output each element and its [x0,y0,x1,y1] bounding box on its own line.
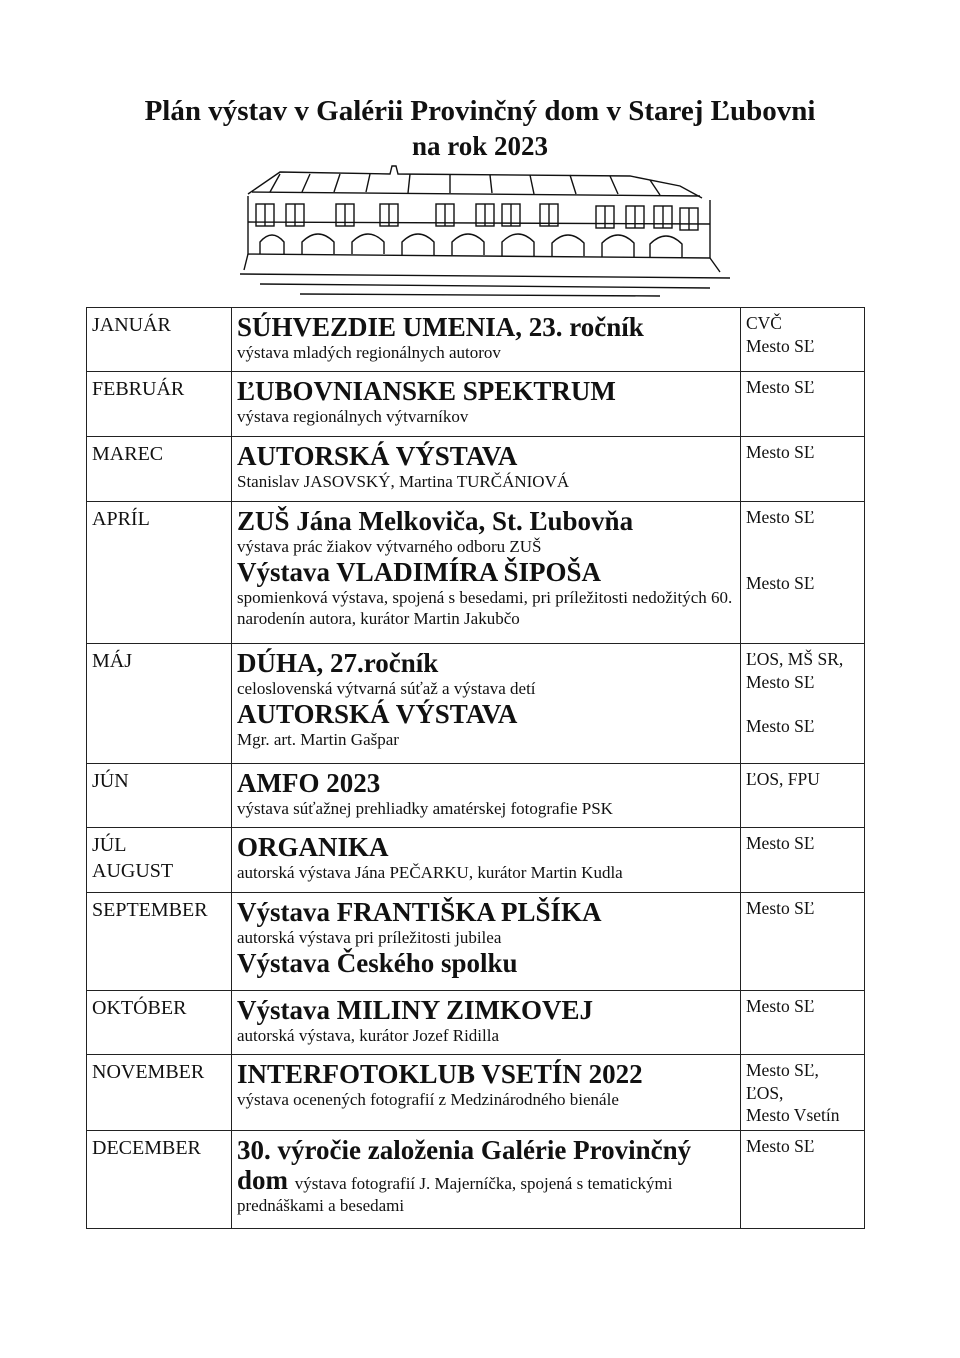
month-label: AUGUST [92,860,174,882]
month-cell [87,1131,232,1229]
table-row [87,1131,865,1229]
event-title: ZUŠ Jána Melkoviča, St. Ľubovňa [237,506,634,536]
month-label: SEPTEMBER [92,899,208,921]
organizer-cell [741,828,865,893]
event-cell [232,372,741,437]
month-cell [87,991,232,1055]
organizer: Mesto SĽ, [746,1060,819,1080]
organizer-cell [741,991,865,1055]
event-cell [232,308,741,372]
event-title: SÚHVEZDIE UMENIA, 23. ročník [237,312,644,342]
month-cell [87,1055,232,1131]
event-title: Výstava VLADIMÍRA ŠIPOŠA [237,557,602,587]
event-title: Výstava Českého spolku [237,948,518,978]
event-cell [232,502,741,644]
event-title: ORGANIKA [237,832,389,862]
table-row [87,372,865,437]
month-label: FEBRUÁR [92,378,185,400]
month-label: NOVEMBER [92,1061,205,1083]
month-cell [87,828,232,893]
page-subtitle: na rok 2023 [411,131,549,161]
event-title: ĽUBOVNIANSKE SPEKTRUM [237,376,616,406]
month-label: OKTÓBER [92,997,187,1019]
event-title: AUTORSKÁ VÝSTAVA [237,441,518,471]
organizer: Mesto Vsetín [746,1105,840,1125]
event-description: výstava ocenených fotografií z Medzinárodného bienále [237,1090,619,1109]
organizer: ĽOS, MŠ SR, [746,649,844,669]
organizer: Mesto SĽ [746,671,815,692]
month-label: MAREC [92,443,164,465]
organizer: Mesto SĽ [746,442,815,462]
organizer: Mesto SĽ [746,898,815,918]
table-row [87,764,865,828]
event-description: celoslovenská výtvarná súťaž a výstava detí [237,679,536,698]
event-description: výstava súťažnej prehliadky amatérskej fotografie PSK [237,799,613,818]
organizer: Mesto SĽ [746,507,815,527]
event-title: AUTORSKÁ VÝSTAVA [237,699,518,729]
event-title: Výstava FRANTIŠKA PLŠÍKA [237,897,602,927]
event-cell [232,764,741,828]
exhibition-plan-table [86,307,865,1229]
event-description: autorská výstava, kurátor Jozef Ridilla [237,1026,500,1045]
table-row [87,437,865,502]
event-description: výstava fotografií J. Majerníčka, spojená s tematickými prednáškami a besedami [237,1174,673,1215]
organizer-cell [741,502,865,644]
organizer-cell [741,764,865,828]
event-description: autorská výstava Jána PEČARKU, kurátor Martin Kudla [237,863,623,882]
organizer: Mesto SĽ [746,996,815,1016]
organizer-cell [741,437,865,502]
month-cell [87,437,232,502]
event-title: Výstava MILINY ZIMKOVEJ [237,995,594,1025]
month-cell [87,764,232,828]
organizer: CVČ [746,313,782,333]
table-row [87,644,865,764]
month-label: JÚN [92,770,129,792]
month-label: JÚL [92,834,127,856]
month-cell [87,308,232,372]
event-description: výstava mladých regionálnych autorov [237,343,501,362]
organizer-cell [741,308,865,372]
event-title: 30. výročie založenia Galérie Provinčný dom [237,1135,692,1195]
event-cell [232,644,741,764]
table-row [87,828,865,893]
month-cell [87,893,232,991]
building-illustration [240,162,730,302]
month-cell [87,502,232,644]
event-title: DÚHA, 27.ročník [237,648,439,678]
organizer: Mesto SĽ [746,572,815,593]
event-description: spomienková výstava, spojená s besedami, pri príležitosti nedožitých 60. narodenín autora, kurátor Martin Jakubčo [237,588,733,628]
organizer-cell [741,1055,865,1131]
organizer: Mesto SĽ [746,377,815,397]
event-cell [232,991,741,1055]
organizer: Mesto SĽ [746,833,815,853]
event-description: výstava regionálnych výtvarníkov [237,407,469,426]
event-title: INTERFOTOKLUB VSETÍN 2022 [237,1059,643,1089]
event-description: výstava prác žiakov výtvarného odboru ZUŠ [237,537,542,556]
month-cell [87,644,232,764]
organizer: Mesto SĽ [746,716,815,736]
table-row [87,991,865,1055]
table-row [87,502,865,644]
organizer: Mesto SĽ [746,1136,815,1156]
table-row [87,308,865,372]
table-row [87,1055,865,1131]
event-description: autorská výstava pri príležitosti jubilea [237,928,502,947]
organizer-cell [741,372,865,437]
event-title: AMFO 2023 [237,768,381,798]
month-label: APRÍL [92,508,150,530]
event-description: Mgr. art. Martin Gašpar [237,730,399,749]
organizer-cell [741,1131,865,1229]
month-label: DECEMBER [92,1137,201,1159]
organizer: Mesto SĽ [746,335,815,356]
page-title: Plán výstav v Galérii Provinčný dom v Starej Ľubovni [144,95,816,127]
table-row [87,893,865,991]
event-cell [232,893,741,991]
month-label: JANUÁR [92,314,171,336]
organizer-cell [741,644,865,764]
event-cell [232,437,741,502]
event-cell [232,828,741,893]
month-label: MÁJ [92,650,133,672]
organizer-cell [741,893,865,991]
organizer: ĽOS, FPU [746,769,820,789]
event-cell [232,1131,741,1229]
event-description: Stanislav JASOVSKÝ, Martina TURČÁNIOVÁ [237,472,570,491]
event-cell [232,1055,741,1131]
organizer: ĽOS, [746,1082,784,1103]
month-cell [87,372,232,437]
